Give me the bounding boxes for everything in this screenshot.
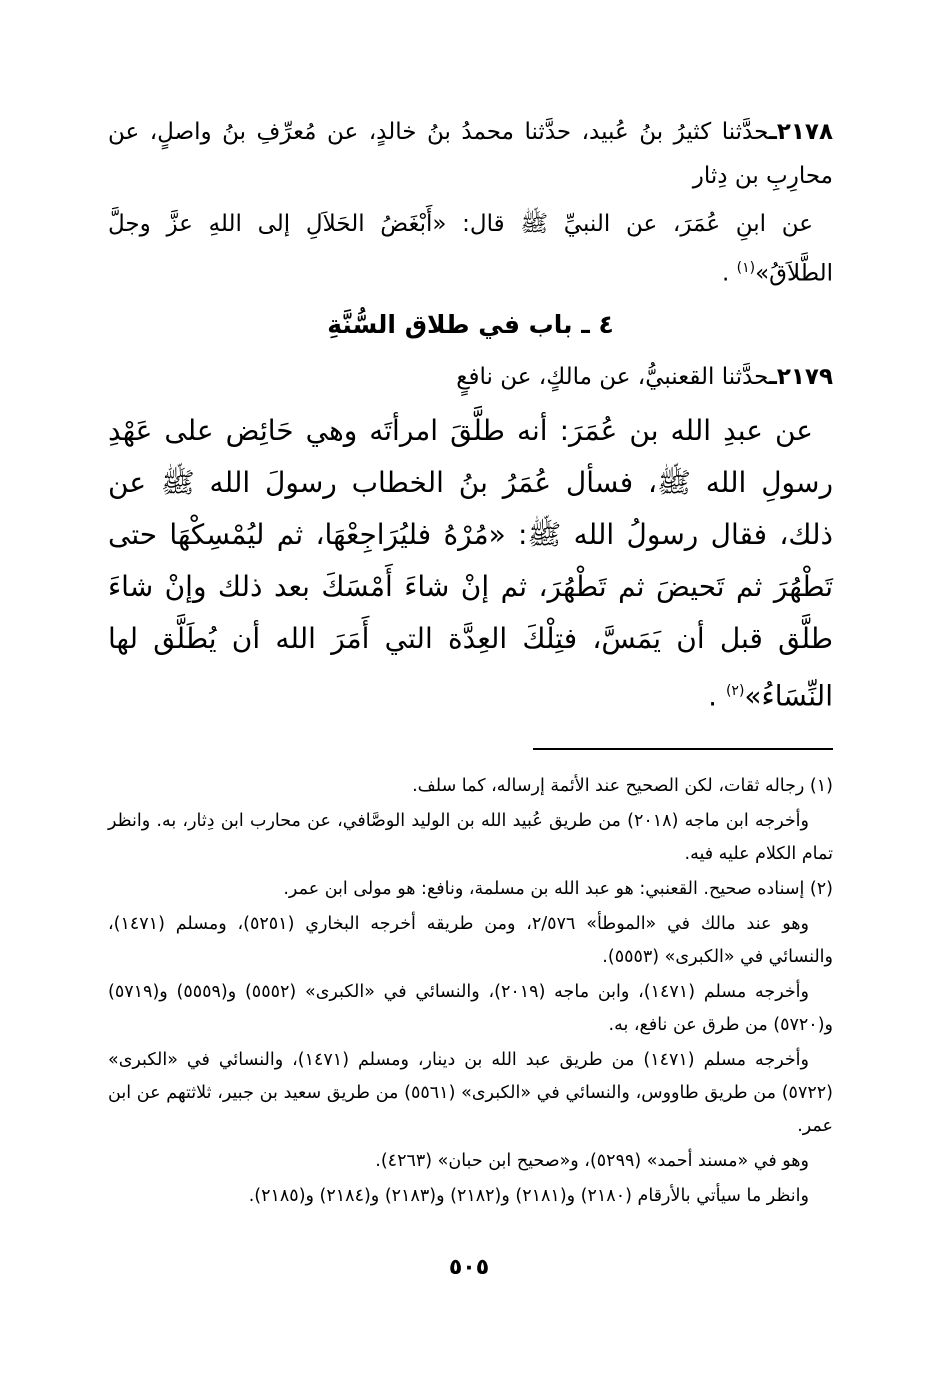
isnad-text: حدَّثنا القعنبيُّ، عن مالكٍ، عن نافعٍ (456, 363, 769, 390)
footnote-line: (١) رجاله ثقات، لكن الصحيح عند الأئمة إرساله، كما سلف. (412, 775, 833, 796)
page-content (108, 110, 833, 1215)
footnote-line: وهو عند مالك في «الموطأ» ٢/٥٧٦، ومن طريقه أخرجه البخاري (٥٢٥١)، ومسلم (١٤٧١)، والنسائي في «الكبرى» (٥٥٥٣). (108, 913, 833, 967)
hadith-number: ٢١٧٨ـ (768, 119, 833, 145)
chapter-title: ٤ ـ باب في طلاق السُّنَّةِ (327, 309, 614, 339)
page-number: ٥٠٥ (448, 1255, 490, 1280)
footnote-divider (533, 748, 833, 750)
footnote-line: وهو في «مسند أحمد» (٥٢٩٩)، و«صحيح ابن حبان» (٤٢٦٣). (375, 1150, 809, 1171)
footnote-line: (٢) إسناده صحيح. القعنبي: هو عبد الله بن مسلمة، ونافع: هو مولى ابن عمر. (283, 878, 833, 899)
hadith-number: ٢١٧٩ـ (768, 363, 833, 390)
footnote-ref: (٢) (725, 682, 745, 699)
end-mark: . (708, 678, 718, 712)
footnotes (108, 770, 833, 1213)
isnad-text: حدَّثنا كثيرُ بنُ عُبيد، حدَّثنا محمدُ بنُ خالدٍ، عن مُعرِّفِ بنُ واصلٍ، عن محارِبِ بن دِثار (108, 119, 833, 189)
hadith-2178-chain (108, 110, 833, 198)
hadith-2178-text (108, 202, 833, 296)
hadith-2179-chain (108, 355, 833, 399)
footnote-line: وأخرجه مسلم (١٤٧١)، وابن ماجه (٢٠١٩)، والنسائي في «الكبرى» (٥٥٥٢) و(٥٥٥٩) و(٥٧١٩) و(٥٧٢٠) من طرق عن نافع، به. (108, 981, 833, 1035)
end-mark: . (722, 260, 730, 287)
footnote-ref: (١) (736, 260, 756, 276)
footnote-line: وأخرجه ابن ماجه (٢٠١٨) من طريق عُبيد الله بن الوليد الوصَّافي، عن محارب ابن دِثار، به. وانظر تمام الكلام عليه فيه. (108, 810, 833, 864)
footnote-line: وأخرجه مسلم (١٤٧١) من طريق عبد الله بن دينار، ومسلم (١٤٧١)، والنسائي في «الكبرى» (٥٧٢٢) من طريق طاووس، والنسائي في «الكبرى» (٥٥٦١) من طريق سعيد بن جبير، ثلاثتهم عن ابن عمر. (108, 1049, 833, 1136)
footnote-line: وانظر ما سيأتي بالأرقام (٢١٨٠) و(٢١٨١) و(٢١٨٢) و(٢١٨٣) و(٢١٨٤) و(٢١٨٥). (248, 1185, 809, 1206)
matn-text: عن عبدِ الله بن عُمَرَ: أنه طلَّقَ امرأتَه وهي حَائِض على عَهْدِ رسولِ الله ﷺ، فسأل عُمَرُ بنُ الخطاب رسولَ الله ﷺ عن ذلك، فقال رسولُ الله ﷺ: «مُرْهُ فليُرَاجِعْهَا، ثم ليُمْسِكْهَا حتى تَطْهُرَ ثم تَحيضَ ثم تَطْهُرَ، ثم إنْ شاءَ أَمْسَكَ بعد ذلك وإنْ شاءَ طلَّق قبل أن يَمَسَّ، فتِلْكَ العِدَّة التي أَمَرَ الله أن يُطَلَّق لها النِّسَاءُ» (108, 413, 833, 712)
matn-text: عن ابنِ عُمَرَ، عن النبيِّ ﷺ قال: «أَبْغَضُ الحَلاَلِ إلى اللهِ عزَّ وجلَّ الطَّلاَقُ» (108, 211, 833, 287)
hadith-2179-text (108, 405, 833, 722)
